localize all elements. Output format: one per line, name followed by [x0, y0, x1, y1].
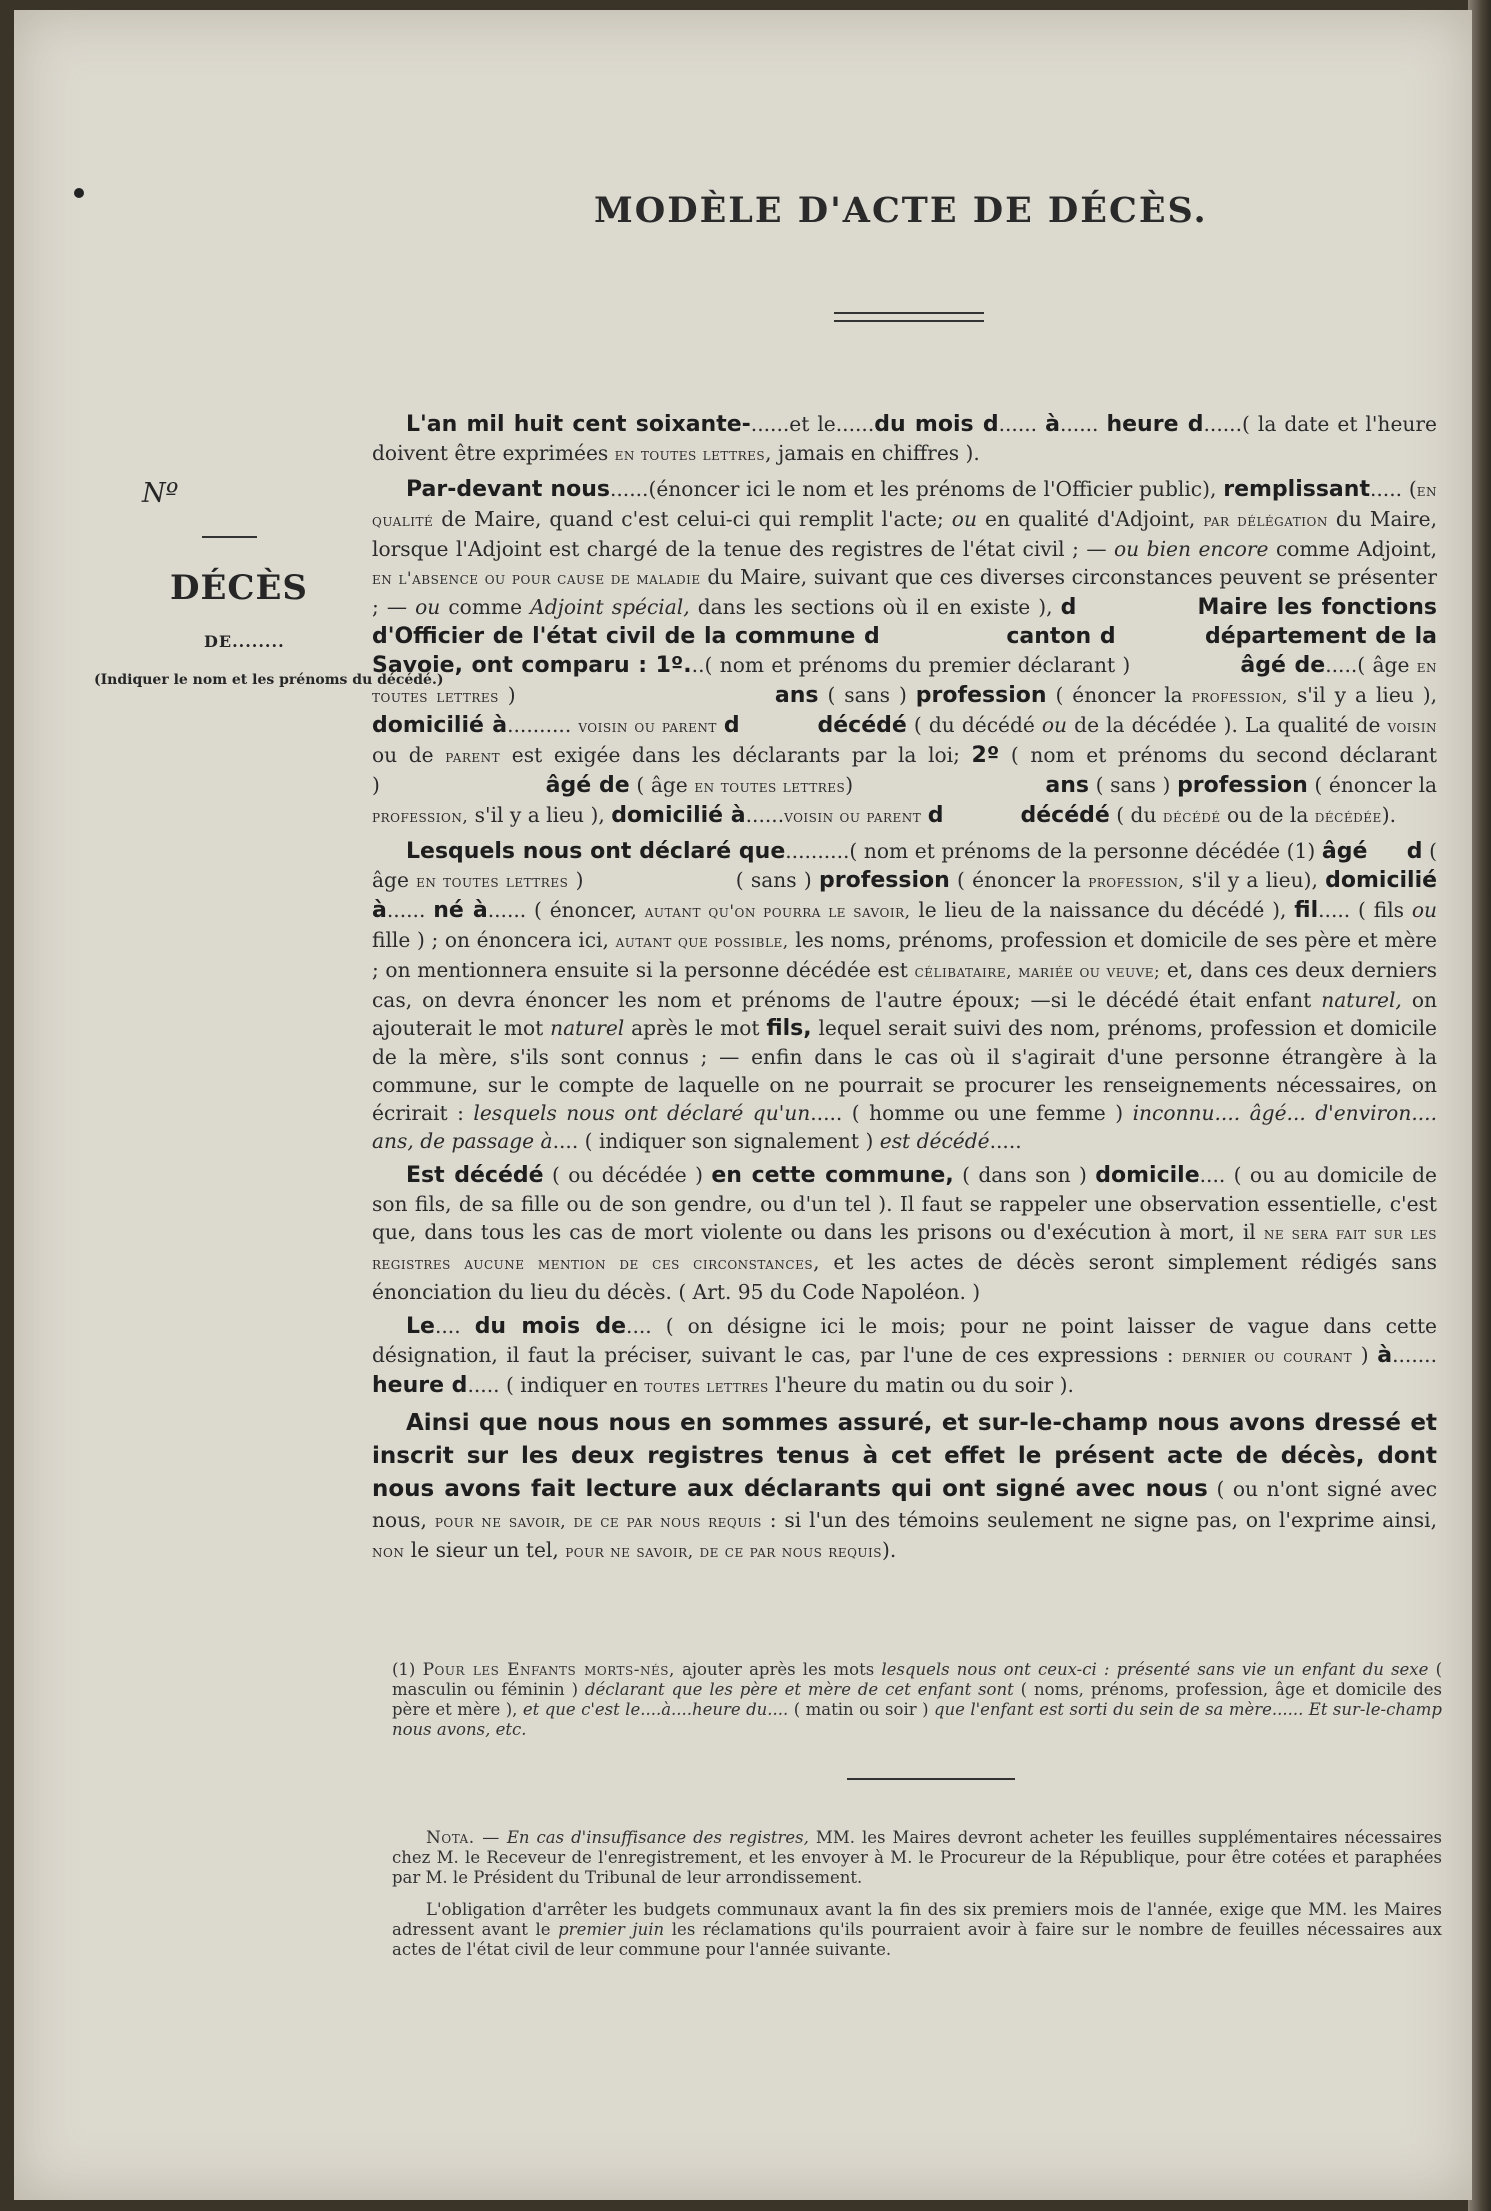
text-italic: Adjoint spécial,: [530, 595, 690, 619]
text: ( ou n'ont signé avec nous,: [372, 1477, 1438, 1532]
paragraph-date: [372, 410, 1437, 469]
page-title: MODÈLE D'ACTE DE DÉCÈS.: [594, 190, 1208, 231]
nota-section: [392, 1828, 1442, 1972]
text-bold: canton d: [1006, 624, 1116, 649]
text-italic: déclarant que les père et mère de cet enfant sont: [584, 1680, 1014, 1699]
text: dans les sections où il en existe ),: [697, 595, 1053, 619]
text-smallcaps: dernier ou courant: [1182, 1347, 1353, 1367]
text: : si l'un des témoins seulement ne signe pas, on l'exprime ainsi,: [769, 1508, 1438, 1532]
text: ......: [1059, 412, 1099, 436]
text: s'il y a lieu ),: [474, 803, 605, 827]
text-bold: domicile: [1095, 1163, 1200, 1188]
text: ( matin ou soir ): [793, 1700, 929, 1719]
text: , jamais en chiffres ).: [765, 441, 980, 465]
text: l'heure du matin ou du soir ).: [775, 1373, 1074, 1397]
text-bold: Est décédé: [406, 1163, 544, 1188]
text: ).: [882, 1538, 897, 1562]
nota-paragraph-1: [392, 1828, 1442, 1888]
text-bold: Ainsi que nous nous en sommes assuré, et sur-le-champ nous avons dressé et inscrit sur les deux registres tenus à cet effet le présent acte de décès, dont nous avons fait lecture aux déclarants qui ont signé avec nous: [372, 1410, 1437, 1502]
text: ajouter après les mots: [682, 1660, 875, 1679]
text-bold: d: [1406, 839, 1423, 864]
text-smallcaps: en l'absence ou pour cause de maladie: [372, 569, 701, 589]
text: ..... ( homme ou une femme ): [810, 1101, 1124, 1125]
text-smallcaps: non: [372, 1542, 405, 1562]
text-bold: du mois de: [474, 1314, 627, 1339]
text-bold: âgé de: [545, 773, 630, 798]
text: ( du décédé: [913, 713, 1035, 737]
text: ou de la: [1227, 803, 1309, 827]
text-smallcaps: par délégation: [1203, 511, 1328, 531]
text: .... ( ou au domicile de son fils, de sa fille ou de son gendre, ou d'un tel ). Il faut se rappeler une observation essentielle, c'est que, dans tous les cas de mort violente ou dans les prisons ou d'exécution à mort, il: [372, 1163, 1437, 1244]
text: ).: [1381, 803, 1397, 827]
text: ..... (: [1369, 477, 1417, 501]
text-italic: naturel: [550, 1016, 625, 1040]
text-italic: ou: [415, 595, 441, 619]
text: comme Adjoint,: [1275, 537, 1438, 561]
text-italic: inconnu.... âgé... d'environ.... ans, de passage à: [372, 1101, 1438, 1153]
text-bold: Par-devant nous: [406, 477, 610, 502]
text-italic: premier juin: [558, 1920, 665, 1939]
text-bold: département de la Savoie, ont comparu : 1º.: [372, 624, 1437, 678]
margin-number-label: Nº: [142, 478, 179, 509]
text-smallcaps: voisin ou parent: [784, 807, 922, 827]
text-bold: remplissant: [1223, 477, 1370, 502]
text: ): [845, 773, 854, 797]
text-smallcaps: voisin: [1387, 717, 1437, 737]
text: ( sans ): [827, 683, 907, 707]
text-bold: fil: [1294, 898, 1319, 923]
text-bold: domicilié à: [372, 713, 508, 738]
text: ( du: [1116, 803, 1157, 827]
text: comme: [448, 595, 523, 619]
text-smallcaps: célibataire, mariée ou veuve;: [914, 962, 1161, 982]
text: .... ( on désigne ici le mois; pour ne point laisser de vague dans cette désignation, il faut la préciser, suivant le cas, par l'une de ces expressions :: [372, 1314, 1438, 1367]
text: s'il y a lieu),: [1191, 868, 1318, 892]
text: les réclamations qu'ils pourraient avoir à faire sur le nombre de feuilles nécessaires aux actes de l'état civil de leur commune pour l'année suivante.: [392, 1920, 1442, 1959]
text: et, dans ces deux derniers cas, on devra énoncer les nom et prénoms de l'autre époux; —si le décédé était enfant: [372, 958, 1437, 1012]
text-smallcaps: en toutes lettres: [614, 445, 766, 465]
divider-rule: [847, 1778, 1015, 1780]
text-italic: naturel,: [1321, 988, 1402, 1012]
text-smallcaps: décédé: [1162, 807, 1221, 827]
text-bold: du mois d: [874, 412, 999, 437]
text-bold: d: [1060, 595, 1077, 620]
text-bold: ans: [1045, 773, 1090, 798]
text: .....: [989, 1129, 1022, 1153]
margin-instruction: (Indiquer le nom et les prénoms du décédé.): [94, 672, 444, 688]
text: MM. les Maires devront acheter les feuilles supplémentaires nécessaires chez M. le Receveur de l'enregistrement, et les envoyer à M. le Procureur de la République, pour être cotées et paraphées par M. le Président du Tribunal de leur arrondissement.: [392, 1828, 1443, 1887]
text: les noms, prénoms, profession et domicile de ses père et mère ; on mentionnera ensuite si la personne décédée est: [372, 928, 1438, 982]
text-italic: est décédé: [879, 1129, 990, 1153]
text-bold: heure d: [372, 1373, 468, 1398]
text-smallcaps: Pour les Enfants morts-nés,: [422, 1660, 675, 1680]
margin-deces-heading: DÉCÈS: [170, 568, 308, 608]
text-bold: profession: [819, 868, 950, 893]
text-bold: 2º: [971, 743, 1000, 768]
text-italic: ou: [1411, 898, 1437, 922]
text: ..........: [507, 713, 572, 737]
text-bold: heure d: [1106, 412, 1204, 437]
margin-de-label: DE........: [204, 632, 285, 651]
text-bold: décédé: [817, 713, 907, 738]
text-bold: en cette commune,: [711, 1163, 954, 1188]
text-bold: né à: [433, 898, 488, 923]
text-smallcaps: voisin ou parent: [578, 717, 717, 737]
nota-paragraph-2: [392, 1900, 1442, 1960]
text-italic: lesquels nous ont déclaré qu'un: [473, 1101, 811, 1125]
text-smallcaps: Nota. —: [426, 1828, 500, 1848]
text-smallcaps: profession,: [372, 807, 469, 827]
text-smallcaps: autant qu'on pourra le savoir,: [644, 902, 911, 922]
text-bold: domicilié à: [372, 868, 1438, 923]
text: ..... ( fils: [1318, 898, 1405, 922]
text: ....: [434, 1314, 461, 1338]
text: en qualité d'Adjoint,: [985, 507, 1196, 531]
text: , et les actes de décès seront simplement rédigés sans énonciation du lieu du décès. ( Art. 95 du Code Napoléon. ): [372, 1250, 1437, 1304]
text-smallcaps: ne sera fait sur les registres aucune mention de ces circonstances: [372, 1224, 1437, 1274]
text-bold: d: [927, 803, 944, 828]
text: ou de: [372, 743, 434, 767]
text: ( nom et prénoms du second déclarant ): [372, 743, 1437, 797]
text: ( âge: [636, 773, 688, 797]
text-smallcaps: en toutes lettres: [416, 872, 569, 892]
text-italic: ou: [1041, 713, 1068, 737]
text-smallcaps: en qualité: [372, 481, 1437, 531]
text: le sieur un tel,: [410, 1538, 559, 1562]
ink-dot: [74, 188, 84, 198]
text-italic: que l'enfant est sorti du sein de sa mère...... Et sur-le-champ nous avons,: [392, 1700, 1442, 1739]
text-italic: lesquels nous ont ceux-ci : présenté sans vie un enfant du sexe: [881, 1660, 1429, 1679]
text: ( sans ): [735, 868, 812, 892]
text-bold: décédé: [1020, 803, 1110, 828]
text-bold: ans: [774, 683, 819, 708]
text-bold: profession: [915, 683, 1047, 708]
text: ( énoncer la: [957, 868, 1081, 892]
text-italic: ou: [951, 507, 977, 531]
text-smallcaps: pour ne savoir, de ce par nous requis: [434, 1512, 762, 1532]
text: ...... ( énoncer,: [487, 898, 637, 922]
text-bold: à: [1377, 1343, 1393, 1368]
text: ( noms, prénoms, profession, âge et domicile des père et mère ),: [392, 1680, 1443, 1719]
text: ..( nom et prénoms du premier déclarant ): [691, 653, 1131, 677]
text-bold: d: [723, 713, 740, 738]
text-bold: à: [1045, 412, 1060, 437]
text: ): [1360, 1343, 1369, 1367]
margin-rule: [202, 536, 257, 538]
footnote: [392, 1660, 1442, 1740]
text: ......: [745, 803, 785, 827]
text: .... ( indiquer son signalement ): [552, 1129, 874, 1153]
text-bold: profession: [1177, 773, 1308, 798]
text-smallcaps: parent: [445, 747, 501, 767]
text: ......et le......: [750, 412, 875, 436]
text-italic: etc.: [495, 1720, 527, 1739]
text: on ajouterait le mot: [372, 988, 1437, 1040]
text: le lieu de la naissance du décédé ),: [918, 898, 1287, 922]
title-double-rule: [834, 312, 984, 322]
text-bold: domicilié à: [611, 803, 746, 828]
text: du Maire, suivant que ces diverses circonstances peuvent se présenter ; —: [372, 565, 1438, 619]
text: ..........( nom et prénoms de la personne décédée (1): [785, 839, 1316, 863]
text: ( dans son ): [962, 1163, 1087, 1187]
text-bold: fils,: [766, 1016, 812, 1041]
text: s'il y a lieu ),: [1296, 683, 1438, 707]
text-bold: L'an mil huit cent soixante-: [406, 412, 751, 437]
paragraph-deceased: [372, 1161, 1437, 1306]
text-bold: âgé de: [1240, 653, 1326, 678]
text-bold: Le: [406, 1314, 435, 1339]
text-bold: Lesquels nous ont déclaré que: [406, 839, 786, 864]
text: ( énoncer la: [1314, 773, 1438, 797]
text-italic: et que c'est le....à....heure du....: [522, 1700, 789, 1719]
text-smallcaps: décédée: [1314, 807, 1382, 827]
text-smallcaps: pour ne savoir, de ce par nous requis: [565, 1542, 882, 1562]
text: du Maire, lorsque l'Adjoint est chargé de la tenue des registres de l'état civil ; —: [372, 507, 1438, 561]
text: ( sans ): [1095, 773, 1171, 797]
text-smallcaps: autant que possible,: [615, 932, 789, 952]
text-smallcaps: toutes lettres: [644, 1377, 769, 1397]
paragraph-officer: [372, 475, 1437, 831]
text-bold: Maire les fonctions d'Officier de l'état civil de la commune d: [372, 595, 1437, 649]
text: ......( la date et l'heure doivent être exprimées: [372, 412, 1437, 465]
text: ..... ( indiquer en: [467, 1373, 638, 1397]
text-bold: âgé: [1321, 839, 1368, 864]
text-smallcaps: en toutes lettres: [372, 657, 1438, 707]
text-italic: En cas d'insuffisance des registres,: [506, 1828, 809, 1847]
text: de la décédée ). La qualité de: [1074, 713, 1381, 737]
text: .....( âge: [1325, 653, 1410, 677]
text: .......: [1392, 1343, 1438, 1367]
text-smallcaps: en toutes lettres: [694, 777, 846, 797]
text: ( âge: [372, 839, 1437, 892]
paragraph-declared: [372, 837, 1437, 1155]
paragraph-closing: [372, 1407, 1437, 1566]
text-smallcaps: profession,: [1191, 687, 1288, 707]
text: ......: [386, 898, 426, 922]
text: ......(énoncer ici le nom et les prénoms de l'Officier public),: [609, 477, 1217, 501]
footnote-marker: (1): [392, 1660, 416, 1679]
text: ( masculin ou féminin ): [392, 1660, 1443, 1699]
text: de Maire, quand c'est celui-ci qui remplit l'acte;: [441, 507, 944, 531]
text: après le mot: [631, 1016, 760, 1040]
text: fille ) ; on énoncera ici,: [372, 928, 609, 952]
text: ): [507, 683, 516, 707]
paragraph-date-death: [372, 1312, 1437, 1401]
act-body: [372, 410, 1437, 1572]
text: est exigée dans les déclarants par la loi;: [511, 743, 960, 767]
text: ( ou décédée ): [551, 1163, 703, 1187]
text: ( énoncer la: [1055, 683, 1183, 707]
text: ......: [998, 412, 1038, 436]
text-italic: ou bien encore: [1114, 537, 1269, 561]
text: L'obligation d'arrêter les budgets communaux avant la fin des six premiers mois de l'année, exige que MM. les Maires adressent avant le: [392, 1900, 1442, 1939]
text: ): [575, 868, 584, 892]
text-smallcaps: profession,: [1088, 872, 1185, 892]
text: lequel serait suivi des nom, prénoms, profession et domicile de la mère, s'ils sont connus ; — enfin dans le cas où il s'agirait d'une personne étrangère à la commune, sur le compte de laquelle on ne pourrait se procurer les renseignements nécessaires, on écrirait :: [372, 1016, 1437, 1125]
